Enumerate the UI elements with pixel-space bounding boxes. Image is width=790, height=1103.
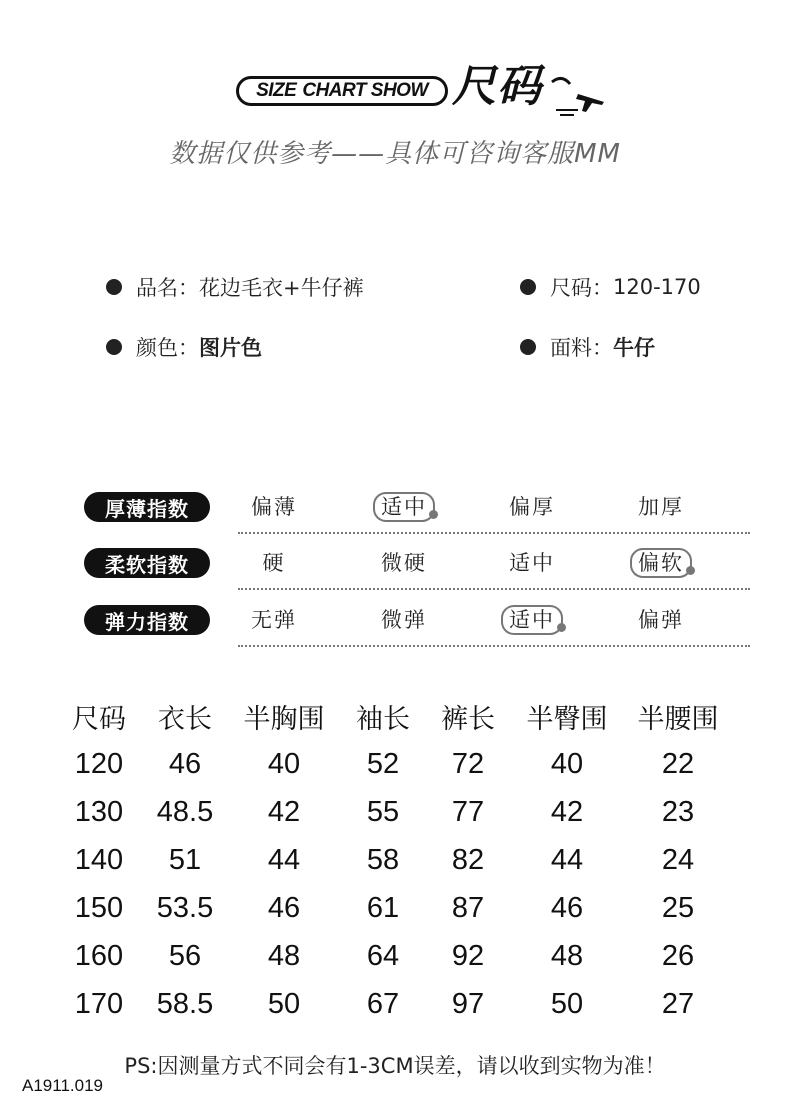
bullet-icon <box>520 279 536 295</box>
index-option-selected: 偏软 <box>630 548 692 578</box>
index-option: 偏薄 <box>251 495 297 519</box>
index-option-selected: 适中 <box>373 492 435 522</box>
table-cell: 52 <box>366 747 400 780</box>
size-range-row <box>520 272 701 302</box>
table-cell: 46 <box>168 747 202 780</box>
table-cell: 40 <box>267 747 301 780</box>
table-cell: 170 <box>74 987 124 1020</box>
table-cell: 87 <box>451 891 485 924</box>
column-header: 半胸围 <box>243 703 325 735</box>
table-cell: 27 <box>661 987 695 1020</box>
table-cell: 22 <box>661 747 695 780</box>
index-option: 加厚 <box>638 495 684 519</box>
table-cell: 42 <box>267 795 301 828</box>
table-row <box>56 884 732 932</box>
index-row <box>84 546 750 590</box>
size-value: 120-170 <box>613 275 701 299</box>
dotted-divider <box>238 532 750 534</box>
fabric-label: 面料： <box>550 336 613 360</box>
table-cell: 64 <box>366 939 400 972</box>
table-cell: 150 <box>74 891 124 924</box>
table-cell: 44 <box>267 843 301 876</box>
size-word: SIZE <box>256 80 297 101</box>
table-cell: 97 <box>451 987 485 1020</box>
table-cell: 130 <box>74 795 124 828</box>
table-cell: 61 <box>366 891 400 924</box>
column-header: 尺码 <box>72 703 126 735</box>
table-cell: 44 <box>550 843 584 876</box>
table-cell: 46 <box>550 891 584 924</box>
index-option: 无弹 <box>251 608 297 632</box>
dotted-divider <box>238 588 750 590</box>
size-table <box>56 692 732 1028</box>
fabric-row <box>520 332 655 362</box>
bullet-icon <box>520 339 536 355</box>
table-row <box>56 740 732 788</box>
table-cell: 50 <box>550 987 584 1020</box>
table-cell: 53.5 <box>156 891 214 924</box>
table-cell: 55 <box>366 795 400 828</box>
index-option: 偏弹 <box>638 608 684 632</box>
table-cell: 48.5 <box>156 795 214 828</box>
table-cell: 24 <box>661 843 695 876</box>
table-header-row <box>56 692 732 740</box>
index-option: 偏厚 <box>509 495 555 519</box>
table-cell: 140 <box>74 843 124 876</box>
product-value: 花边毛衣+牛仔裤 <box>199 276 364 300</box>
index-label: 柔软指数 <box>84 548 210 578</box>
table-cell: 58 <box>366 843 400 876</box>
table-cell: 46 <box>267 891 301 924</box>
size-label: 尺码： <box>550 276 613 300</box>
column-header: 衣长 <box>158 703 212 735</box>
table-row <box>56 932 732 980</box>
table-cell: 48 <box>550 939 584 972</box>
table-cell: 50 <box>267 987 301 1020</box>
table-cell: 26 <box>661 939 695 972</box>
subtitle: 数据仅供参考——具体可咨询客服MM <box>169 139 621 169</box>
column-header: 袖长 <box>356 703 410 735</box>
index-option: 适中 <box>509 551 555 575</box>
index-label: 弹力指数 <box>84 605 210 635</box>
table-cell: 56 <box>168 939 202 972</box>
chart-show-word: CHART SHOW <box>302 80 428 101</box>
product-label: 品名： <box>136 276 199 300</box>
bullet-icon <box>106 339 122 355</box>
index-option: 微硬 <box>381 551 427 575</box>
table-cell: 25 <box>661 891 695 924</box>
index-label: 厚薄指数 <box>84 492 210 522</box>
table-cell: 40 <box>550 747 584 780</box>
color-value: 图片色 <box>199 336 262 360</box>
page-title: 尺码 <box>452 61 542 112</box>
table-cell: 72 <box>451 747 485 780</box>
product-name-row <box>106 272 364 302</box>
table-cell: 82 <box>451 843 485 876</box>
table-cell: 42 <box>550 795 584 828</box>
column-header: 半臀围 <box>526 703 608 735</box>
header <box>0 58 790 118</box>
index-option: 微弹 <box>381 608 427 632</box>
table-cell: 67 <box>366 987 400 1020</box>
size-chart-show-logo <box>236 76 448 106</box>
table-cell: 77 <box>451 795 485 828</box>
color-row <box>106 332 262 362</box>
index-row <box>84 490 750 534</box>
table-cell: 58.5 <box>156 987 214 1020</box>
measurement-note: PS:因测量方式不同会有1-3CM误差，请以收到实物为准！ <box>124 1054 666 1078</box>
table-cell: 120 <box>74 747 124 780</box>
airplane-icon <box>548 72 608 116</box>
table-cell: 23 <box>661 795 695 828</box>
dotted-divider <box>238 645 750 647</box>
table-row <box>56 980 732 1028</box>
product-code: A1911.019 <box>22 1076 103 1095</box>
column-header: 裤长 <box>441 703 495 735</box>
table-row <box>56 836 732 884</box>
color-label: 颜色： <box>136 336 199 360</box>
fabric-value: 牛仔 <box>613 336 655 360</box>
column-header: 半腰围 <box>637 703 719 735</box>
index-row <box>84 603 750 647</box>
table-row <box>56 788 732 836</box>
index-option-selected: 适中 <box>501 605 563 635</box>
table-cell: 160 <box>74 939 124 972</box>
table-cell: 92 <box>451 939 485 972</box>
table-cell: 51 <box>168 843 202 876</box>
index-option: 硬 <box>262 551 286 575</box>
bullet-icon <box>106 279 122 295</box>
table-cell: 48 <box>267 939 301 972</box>
